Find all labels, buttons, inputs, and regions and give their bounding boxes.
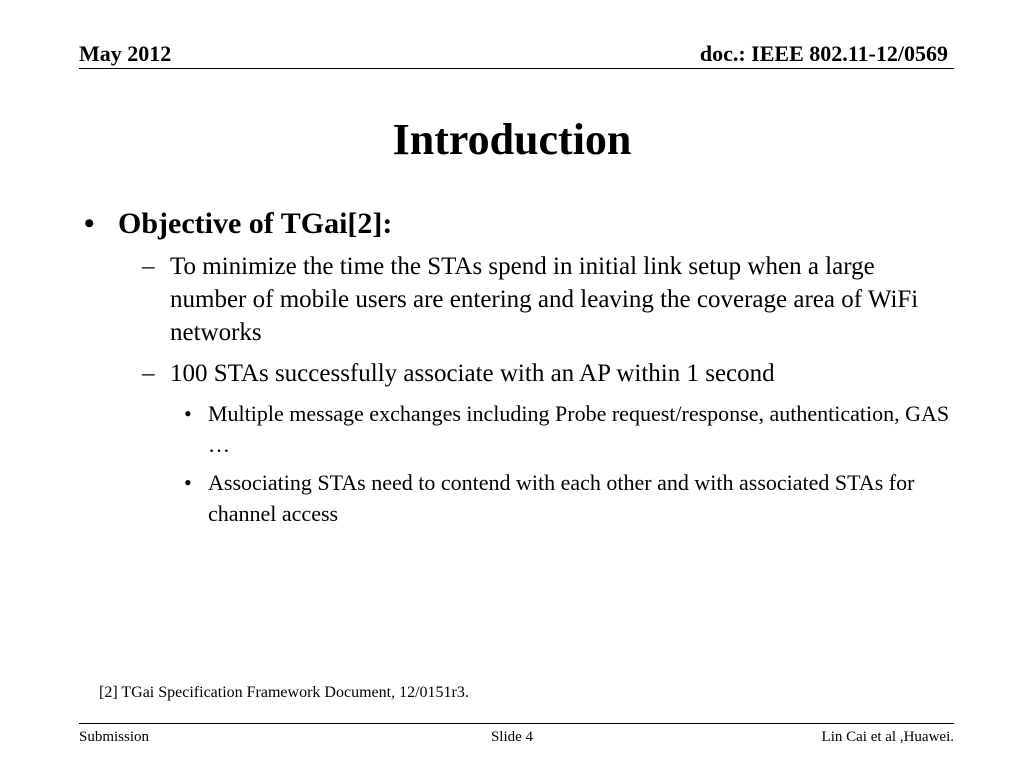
- bullet-marker: •: [84, 207, 95, 240]
- reference-note: [2] TGai Specification Framework Document, 12/0151r3.: [99, 684, 469, 701]
- sub-bullet-text: To minimize the time the STAs spend in initial link setup when a large number of mobile users are entering and leaving the coverage area of WiFi networks: [170, 253, 919, 346]
- dash-marker: –: [142, 253, 155, 280]
- bullet-text: Objective of TGai[2]:: [118, 207, 393, 240]
- bullet-list: [84, 202, 954, 536]
- sub-bullet-minimize-time: [142, 250, 954, 349]
- slide-title: Introduction: [392, 115, 632, 164]
- header-divider: [79, 68, 954, 69]
- sub-bullet-text: 100 STAs successfully associate with an AP within 1 second: [170, 360, 775, 387]
- sub-sub-bullet-text: Multiple message exchanges including Probe request/response, authentication, GAS …: [208, 401, 950, 457]
- sub-sub-bullet-text: Associating STAs need to contend with each other and with associated STAs for channel access: [208, 470, 915, 526]
- footer-divider: [79, 723, 954, 724]
- header-doc-id: doc.: IEEE 802.11-12/0569: [699, 41, 948, 66]
- dash-marker: –: [142, 360, 155, 387]
- bullet-marker: •: [184, 401, 192, 426]
- footer-author: Lin Cai et al ,Huawei.: [821, 729, 954, 745]
- sub-bullet-100-stas: [142, 357, 954, 390]
- bullet-marker: •: [184, 470, 192, 495]
- header-date: May 2012: [79, 41, 172, 66]
- sub-sub-bullet-message-exchanges: [184, 398, 954, 460]
- footer-slide-number: Slide 4: [490, 729, 534, 745]
- bullet-objective: [84, 202, 954, 246]
- footer-submission: Submission: [79, 729, 150, 745]
- sub-sub-bullet-contention: [184, 467, 954, 529]
